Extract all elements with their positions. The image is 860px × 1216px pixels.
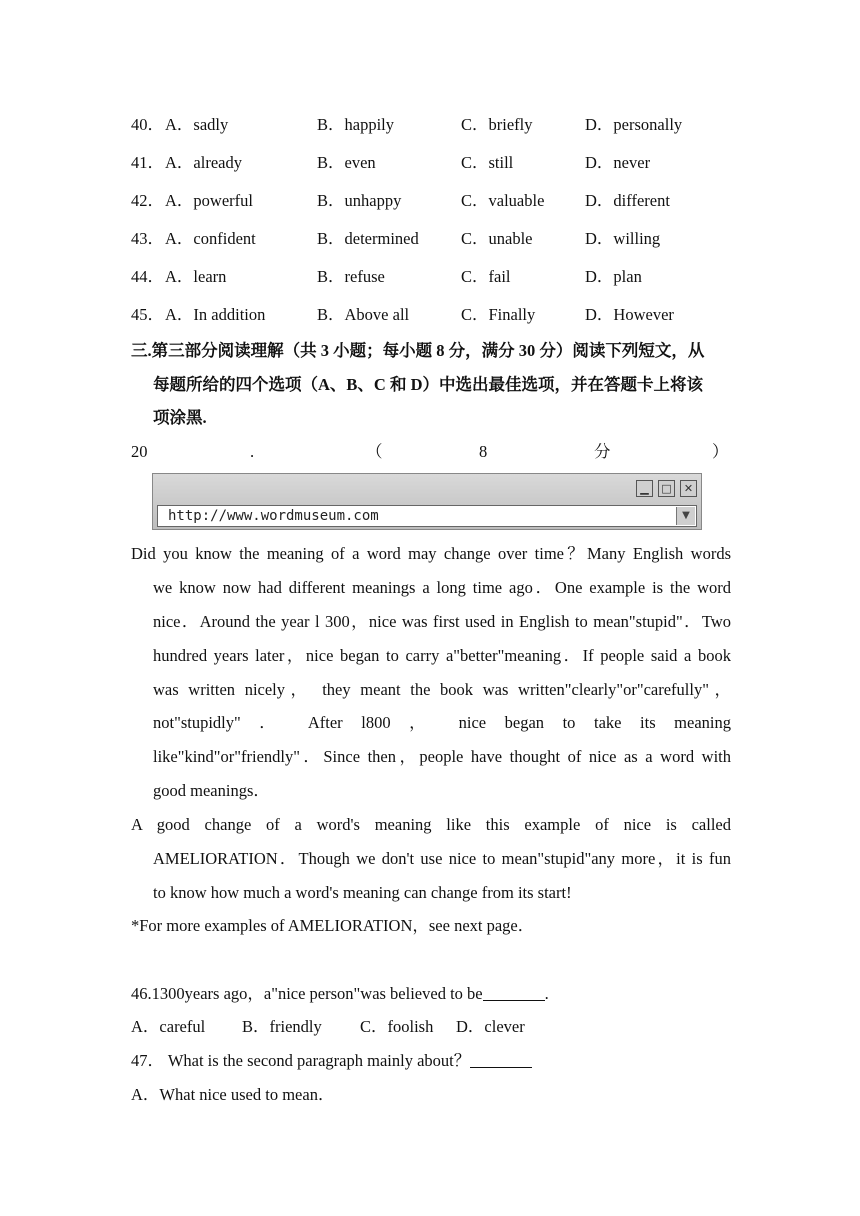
passage-p1-line: good meanings． bbox=[153, 781, 270, 800]
option-b: B．determined bbox=[317, 229, 419, 248]
question-number: 45． bbox=[131, 305, 164, 324]
answer-blank bbox=[483, 984, 545, 1001]
passage-p1-line: nice．Around the year l 300，nice was first used in English to mean"stupid"．Two bbox=[153, 612, 731, 631]
answer-blank bbox=[470, 1051, 532, 1068]
question-paren-close: ） bbox=[712, 442, 729, 461]
option-a: A．careful bbox=[131, 1017, 206, 1036]
option-b: B．Above all bbox=[317, 305, 410, 324]
option-a: A．learn bbox=[165, 267, 227, 286]
question-paren-open: （ bbox=[366, 442, 383, 461]
passage-p1-line: hundred years later，nice began to carry a"better"meaning．If people said a book bbox=[153, 646, 731, 665]
option-d: D．willing bbox=[585, 229, 661, 248]
option-d: D．clever bbox=[456, 1017, 525, 1036]
vocab-question-row bbox=[131, 265, 731, 289]
vocab-question-row bbox=[131, 227, 731, 251]
passage-note: *For more examples of AMELIORATION，see next page． bbox=[131, 916, 535, 935]
question-number: 41． bbox=[131, 153, 164, 172]
passage-p1-line: we know now had different meanings a long time ago．One example is the word bbox=[153, 578, 731, 597]
option-c: C．Finally bbox=[461, 305, 536, 324]
vocab-question-row bbox=[131, 303, 731, 327]
option-d: D．plan bbox=[585, 267, 642, 286]
maximize-icon: □ bbox=[658, 480, 675, 497]
option-a: A．confident bbox=[165, 229, 256, 248]
question-score: 8 bbox=[479, 442, 488, 461]
question-46-end: . bbox=[544, 984, 549, 1003]
question-46-text: 46.1300years ago，a"nice person"was believed to be bbox=[131, 984, 483, 1003]
passage-p1-line: not"stupidly" ． After l800 ， nice began to take its meaning bbox=[153, 713, 731, 732]
vocab-question-row bbox=[131, 113, 731, 137]
minimize-icon: ▁ bbox=[636, 480, 653, 497]
section-heading-line3: 项涂黑. bbox=[153, 408, 207, 427]
question-47-option-a: A．What nice used to mean． bbox=[131, 1085, 335, 1104]
passage-p1-line: Did you know the meaning of a word may change over time？Many English words bbox=[131, 544, 731, 563]
option-b: B．friendly bbox=[242, 1017, 322, 1036]
question-number: 40． bbox=[131, 115, 164, 134]
option-a: A．already bbox=[165, 153, 242, 172]
passage-p2-line: A good change of a word's meaning like this example of nice is called bbox=[131, 815, 731, 834]
option-a: A．sadly bbox=[165, 115, 229, 134]
close-icon: ✕ bbox=[680, 480, 697, 497]
question-46-options bbox=[131, 1015, 551, 1039]
option-d: D．However bbox=[585, 305, 674, 324]
option-d: D．never bbox=[585, 153, 651, 172]
option-c: C．briefly bbox=[461, 115, 533, 134]
option-c: C．foolish bbox=[360, 1017, 434, 1036]
url-text: http://www.wordmuseum.com bbox=[168, 508, 379, 524]
question-46-stem bbox=[131, 982, 549, 1006]
option-d: D．personally bbox=[585, 115, 683, 134]
option-b: B．happily bbox=[317, 115, 394, 134]
question-number: 42． bbox=[131, 191, 164, 210]
question-dot: . bbox=[250, 442, 255, 461]
address-bar bbox=[157, 505, 697, 527]
passage-p1-line: was written nicely， they meant the book was written"clearly"or"carefully"， bbox=[153, 680, 731, 699]
chevron-down-icon: ▼ bbox=[676, 507, 695, 525]
option-c: C．fail bbox=[461, 267, 511, 286]
option-b: B．refuse bbox=[317, 267, 385, 286]
question-score-unit: 分 bbox=[594, 442, 611, 461]
question-number: 20 bbox=[131, 442, 148, 461]
option-a: A．powerful bbox=[165, 191, 253, 210]
section-heading-line2: 每题所给的四个选项（A、B、C 和 D）中选出最佳选项，并在答题卡上将该 bbox=[153, 375, 704, 394]
vocab-question-row bbox=[131, 151, 731, 175]
option-c: C．still bbox=[461, 153, 514, 172]
question-number: 44． bbox=[131, 267, 164, 286]
option-b: B．even bbox=[317, 153, 376, 172]
option-c: C．valuable bbox=[461, 191, 545, 210]
section-heading-line1: 三.第三部分阅读理解（共 3 小题；每小题 8 分，满分 30 分）阅读下列短文，从 bbox=[131, 341, 705, 360]
browser-window bbox=[152, 473, 702, 530]
vocab-question-row bbox=[131, 189, 731, 213]
option-d: D．different bbox=[585, 191, 670, 210]
passage-p2-line: AMELIORATION．Though we don't use nice to mean"stupid"any more，it is fun bbox=[153, 849, 731, 868]
passage-p2-line: to know how much a word's meaning can change from its start! bbox=[153, 883, 572, 902]
passage-p1-line: like"kind"or"friendly"．Since then，people have thought of nice as a word with bbox=[153, 747, 731, 766]
option-a: A．In addition bbox=[165, 305, 266, 324]
option-b: B．unhappy bbox=[317, 191, 402, 210]
question-47-stem bbox=[131, 1049, 532, 1073]
question-number: 43． bbox=[131, 229, 164, 248]
option-c: C．unable bbox=[461, 229, 533, 248]
question-47-text: 47． What is the second paragraph mainly about？ bbox=[131, 1051, 471, 1070]
